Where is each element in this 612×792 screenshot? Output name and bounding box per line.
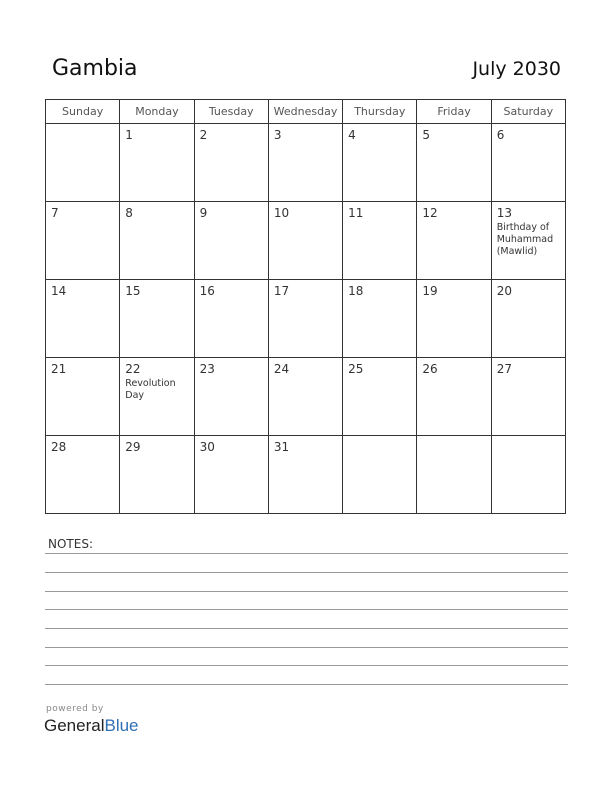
day-cell [46, 358, 120, 436]
day-number: 31 [273, 440, 290, 454]
day-number: 5 [422, 128, 431, 142]
day-cell [120, 358, 194, 436]
day-number: 15 [125, 284, 141, 298]
day-number: 30 [199, 440, 215, 454]
calendar-grid [45, 99, 566, 514]
holiday-label: Birthday of Muhammad (Mawlid) [496, 222, 554, 257]
day-cell [194, 358, 268, 436]
day-number: 26 [422, 362, 438, 376]
day-cell [194, 280, 268, 358]
week-row [46, 280, 566, 358]
weekday-friday: Friday [417, 100, 491, 124]
note-line [45, 572, 568, 573]
day-number: 4 [348, 128, 356, 142]
day-cell [491, 124, 565, 202]
day-cell [46, 202, 120, 280]
day-cell [120, 280, 194, 358]
generalblue-logo [44, 716, 139, 736]
day-number: 6 [496, 128, 505, 142]
day-cell [194, 436, 268, 514]
weekday-thursday: Thursday [343, 100, 417, 124]
day-cell [343, 358, 417, 436]
day-cell [268, 358, 342, 436]
weekday-monday: Monday [120, 100, 194, 124]
day-number: 20 [496, 284, 512, 298]
week-row [46, 202, 566, 280]
day-cell [120, 124, 194, 202]
weekday-sunday: Sunday [46, 100, 120, 124]
day-cell [417, 124, 491, 202]
day-cell [417, 436, 491, 514]
day-number: 12 [422, 206, 438, 220]
day-cell [46, 124, 120, 202]
day-cell [343, 280, 417, 358]
day-cell [343, 202, 417, 280]
week-row [46, 358, 566, 436]
day-number: 28 [51, 440, 67, 454]
day-number: 22 [125, 362, 141, 376]
day-number: 24 [273, 362, 290, 376]
country-title: Gambia [52, 56, 138, 81]
day-cell [491, 280, 565, 358]
note-line [45, 553, 568, 554]
day-number: 17 [273, 284, 290, 298]
day-number: 23 [199, 362, 215, 376]
day-cell [491, 358, 565, 436]
day-number: 3 [273, 128, 282, 142]
day-number: 21 [51, 362, 67, 376]
note-line [45, 665, 568, 666]
day-number: 18 [348, 284, 364, 298]
month-year-title: July 2030 [472, 58, 561, 80]
day-number: 10 [273, 206, 290, 220]
holiday-label: Revolution Day [125, 378, 176, 401]
day-number: 11 [348, 206, 364, 220]
week-row [46, 124, 566, 202]
day-cell [194, 124, 268, 202]
day-number: 8 [125, 206, 133, 220]
day-number: 13 [496, 206, 512, 220]
day-cell [417, 202, 491, 280]
notes-label: NOTES: [48, 537, 93, 551]
day-number: 7 [51, 206, 59, 220]
day-cell [343, 436, 417, 514]
day-number: 9 [199, 206, 208, 220]
day-cell [194, 202, 268, 280]
brand-part1: General [44, 716, 105, 735]
day-number: 14 [51, 284, 67, 298]
weekday-header-row [46, 100, 566, 124]
day-cell [268, 124, 342, 202]
weekday-wednesday: Wednesday [268, 100, 342, 124]
day-cell [120, 436, 194, 514]
day-cell [268, 280, 342, 358]
day-number: 1 [125, 128, 133, 142]
day-cell [417, 280, 491, 358]
day-number: 19 [422, 284, 438, 298]
day-cell [417, 358, 491, 436]
day-cell [46, 280, 120, 358]
note-line [45, 628, 568, 629]
day-cell [343, 124, 417, 202]
day-cell [491, 436, 565, 514]
day-number: 2 [199, 128, 208, 142]
day-cell [268, 436, 342, 514]
day-cell [268, 202, 342, 280]
day-number: 27 [496, 362, 512, 376]
note-line [45, 684, 568, 685]
week-row [46, 436, 566, 514]
day-cell [120, 202, 194, 280]
day-number: 29 [125, 440, 141, 454]
weekday-saturday: Saturday [491, 100, 565, 124]
day-number: 16 [199, 284, 215, 298]
note-line [45, 609, 568, 610]
powered-by-text: powered by [46, 704, 104, 714]
day-number: 25 [348, 362, 364, 376]
brand-part2: Blue [104, 716, 139, 735]
note-line [45, 591, 568, 592]
day-cell [46, 436, 120, 514]
weekday-tuesday: Tuesday [194, 100, 268, 124]
note-line [45, 647, 568, 648]
day-cell [491, 202, 565, 280]
